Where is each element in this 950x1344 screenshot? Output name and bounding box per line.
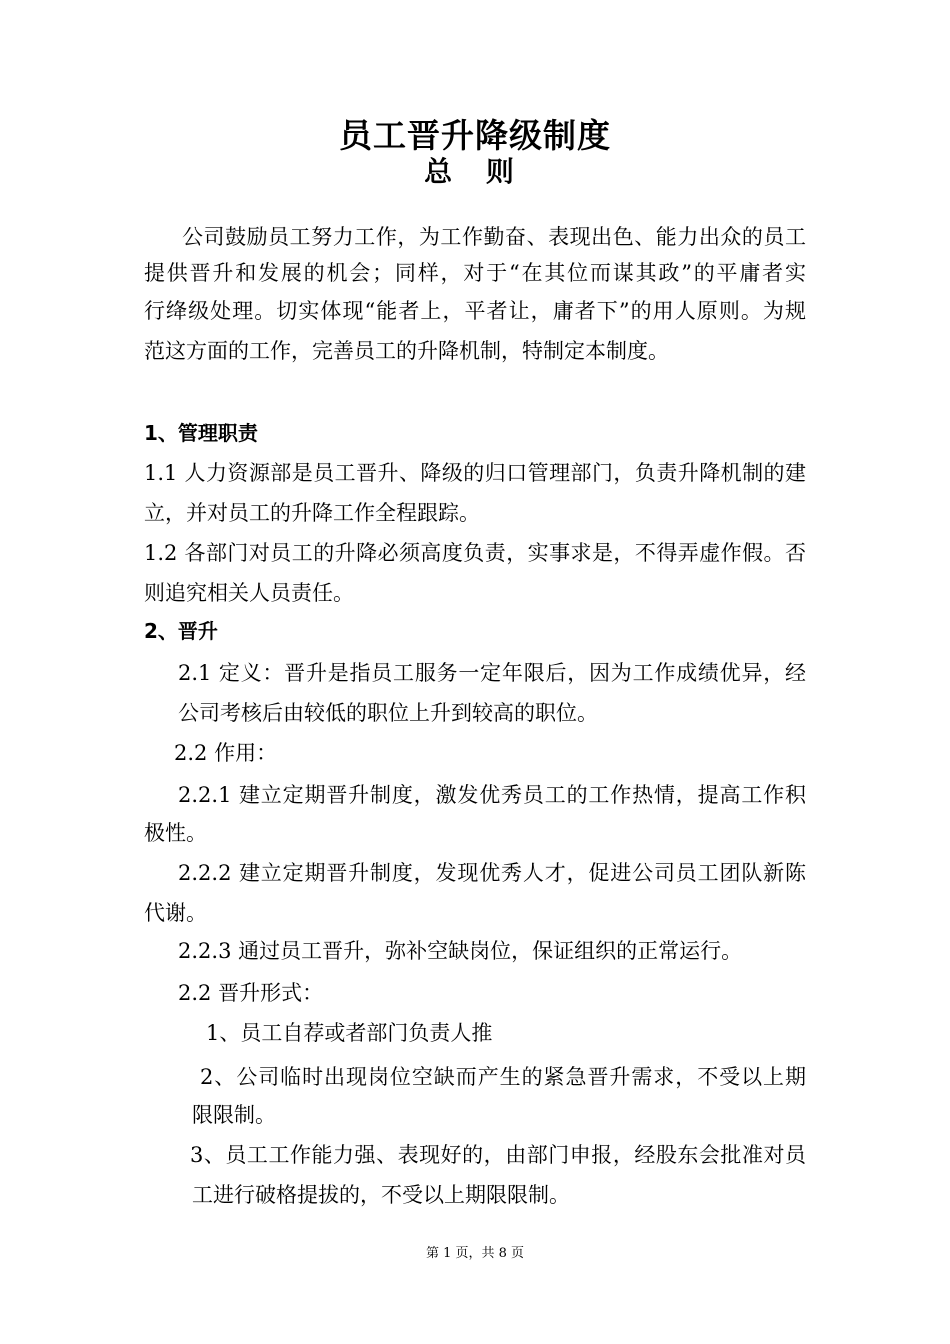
item-2-2-1-line: 2.2.1 建立定期晋升制度，激发优秀员工的工作热情，提高工作积 — [178, 783, 806, 807]
intro-line: 公司鼓励员工努力工作，为工作勤奋、表现出色、能力出众的员工 — [182, 225, 806, 249]
section-heading: 2、晋升 — [144, 619, 218, 643]
item-2-1-line: 公司考核后由较低的职位上升到较高的职位。 — [178, 701, 598, 725]
intro-line: 提供晋升和发展的机会；同样，对于“在其位而谋其政”的平庸者实 — [144, 261, 806, 285]
forms-label: 2.2 晋升形式： — [178, 981, 324, 1005]
item-2-2-label: 2.2 作用： — [174, 741, 278, 765]
section-heading: 1、管理职责 — [144, 421, 258, 445]
form-item-2-line: 限限制。 — [192, 1103, 276, 1127]
item-1-2-line: 则追究相关人员责任。 — [144, 581, 354, 605]
form-item-2-line: 2、公司临时出现岗位空缺而产生的紧急晋升需求，不受以上期 — [200, 1065, 806, 1089]
item-2-2-3: 2.2.3 通过员工晋升，弥补空缺岗位，保证组织的正常运行。 — [178, 939, 743, 963]
item-2-2-2-line: 2.2.2 建立定期晋升制度，发现优秀人才，促进公司员工团队新陈 — [178, 861, 806, 885]
document-title: 员工晋升降级制度 — [339, 116, 611, 155]
intro-line: 行绛级处理。切实体现“能者上，平者让，庸者下”的用人原则。为规 — [144, 299, 806, 323]
item-2-1-line: 2.1 定义：晋升是指员工服务一定年限后，因为工作成绩优异，经 — [178, 661, 806, 685]
item-2-2-2-line: 代谢。 — [144, 901, 207, 925]
form-item-3-line: 工进行破格提拔的，不受以上期限限制。 — [192, 1183, 570, 1207]
item-1-1-line: 1.1 人力资源部是员工晋升、降级的归口管理部门，负责升降机制的建 — [144, 461, 806, 485]
item-1-2-line: 1.2 各部门对员工的升降必须高度负责，实事求是，不得弄虚作假。否 — [144, 541, 806, 565]
form-item-1: 1、员工自荐或者部门负责人推 — [206, 1021, 493, 1045]
item-1-1-line: 立，并对员工的升降工作全程跟踪。 — [144, 501, 480, 525]
page-footer: 第 1 页，共 8 页 — [425, 1246, 525, 1261]
intro-line: 范这方面的工作，完善员工的升降机制，特制定本制度。 — [144, 339, 669, 363]
item-2-2-1-line: 极性。 — [144, 821, 207, 845]
document-subtitle: 总 则 — [424, 155, 526, 188]
form-item-3-line: 3、员工工作能力强、表现好的，由部门申报，经股东会批准对员 — [190, 1143, 806, 1167]
